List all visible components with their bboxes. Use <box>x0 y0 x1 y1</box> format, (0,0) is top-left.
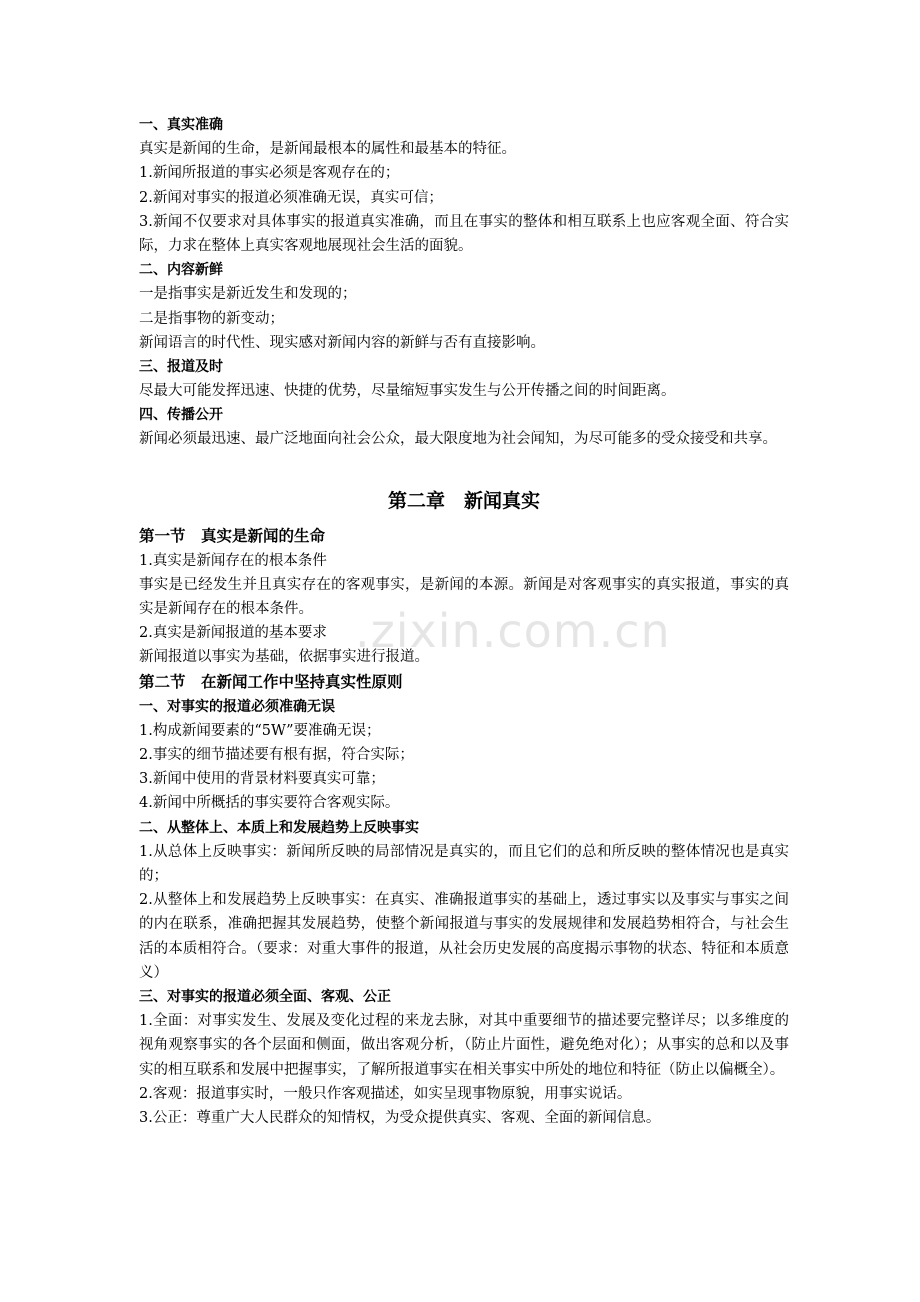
section-title: 第二节 在新闻工作中坚持真实性原则 <box>139 672 403 691</box>
heading-openness: 四、传播公开 <box>139 407 223 424</box>
paragraph: 3.公正：尊重广大人民群众的知情权，为受众提供真实、客观、全面的新闻信息。 <box>139 1109 661 1126</box>
paragraph: 3.新闻不仅要求对具体事实的报道真实准确，而且在事实的整体和相互联系上也应客观全面、符合实际，力求在整体上真实客观地展现社会生活的面貌。 <box>139 213 789 254</box>
heading-accuracy: 一、真实准确 <box>139 117 223 133</box>
heading: 三、对事实的报道必须全面、客观、公正 <box>139 988 391 1005</box>
paragraph: 尽最大可能发挥迅速、快捷的优势，尽量缩短事实发生与公开传播之间的时间距离。 <box>139 383 676 400</box>
paragraph: 一是指事实是新近发生和发现的； <box>139 286 357 303</box>
paragraph: 1.全面：对事实发生、发展及变化过程的来龙去脉，对其中重要细节的描述要完整详尽；以多维度的视角观察事实的各个层面和侧面，做出客观分析，（防止片面性，避免绝对化）；从事实的总和以及事实的相互联系和发展中把握事实，了解所报道事实在相关事实中所处的地位和特征（防止以偏概全）。 <box>139 1013 789 1078</box>
paragraph: 1.真实是新闻存在的根本条件 <box>139 552 327 569</box>
paragraph: 1.从总体上反映事实：新闻所反映的局部情况是真实的，而且它们的总和所反映的整体情况也是真实的； <box>139 843 789 884</box>
paragraph: 2.客观：报道事实时，一般只作客观描述，如实呈现事物原貌，用事实说话。 <box>139 1085 632 1102</box>
heading-timeliness: 三、报道及时 <box>139 358 223 375</box>
paragraph: 真实是新闻的生命，是新闻最根本的属性和最基本的特征。 <box>139 141 516 158</box>
heading: 二、从整体上、本质上和发展趋势上反映事实 <box>139 819 419 836</box>
paragraph: 二是指事物的新变动； <box>139 310 284 327</box>
paragraph: 3.新闻中使用的背景材料要真实可靠； <box>139 771 385 788</box>
paragraph: 1.构成新闻要素的“5W”要准确无误； <box>139 722 381 739</box>
paragraph: 新闻语言的时代性、现实感对新闻内容的新鲜与否有直接影响。 <box>139 334 545 351</box>
watermark: .zixin.com.cn <box>355 604 671 658</box>
paragraph: 新闻报道以事实为基础，依据事实进行报道。 <box>139 649 429 666</box>
paragraph: 2.新闻对事实的报道必须准确无误，真实可信； <box>139 189 443 206</box>
paragraph: 2.真实是新闻报道的基本要求 <box>139 625 327 642</box>
paragraph: 新闻必须最迅速、最广泛地面向社会公众，最大限度地为社会闻知，为尽可能多的受众接受和共享。 <box>139 431 777 448</box>
heading-freshness: 二、内容新鲜 <box>139 262 223 279</box>
paragraph: 1.新闻所报道的事实必须是客观存在的； <box>139 165 400 182</box>
paragraph: 事实是已经发生并且真实存在的客观事实，是新闻的本源。新闻是对客观事实的真实报道，事实的真实是新闻存在的根本条件。 <box>139 576 789 618</box>
chapter-title: 第二章 新闻真实 <box>387 489 540 512</box>
section-title: 第一节 真实是新闻的生命 <box>139 526 326 545</box>
paragraph: 4.新闻中所概括的事实要符合客观实际。 <box>139 795 400 812</box>
paragraph: 2.从整体上和发展趋势上反映事实：在真实、准确报道事实的基础上，透过事实以及事实与事实之间的内在联系，准确把握其发展趋势，使整个新闻报道与事实的发展规律和发展趋势相符合，与社会生活的本质相符合。（要求：对重大事件的报道，从社会历史发展的高度揭示事物的状态、特征和本质意义） <box>139 892 789 981</box>
paragraph: 2.事实的细节描述要有根有据，符合实际； <box>139 747 414 764</box>
heading: 一、对事实的报道必须准确无误 <box>139 698 335 715</box>
document-body <box>139 113 789 1130</box>
